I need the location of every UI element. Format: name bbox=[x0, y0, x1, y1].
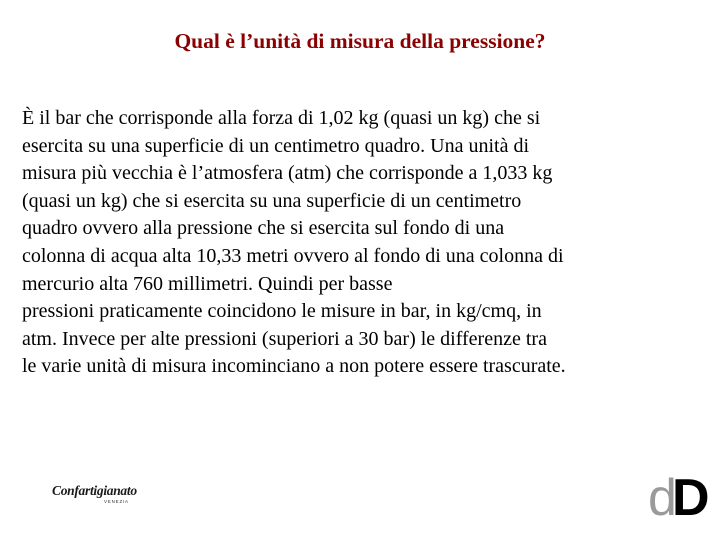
body-line: le varie unità di misura incominciano a non potere essere trascurate. bbox=[22, 355, 566, 378]
body-line: quadro ovvero alla pressione che si esercita sul fondo di una bbox=[22, 217, 505, 240]
body-line: È il bar che corrisponde alla forza di 1,02 kg (quasi un kg) che si bbox=[22, 107, 541, 129]
body-line: atm. Invece per alte pressioni (superiori a 30 bar) le differenze tra bbox=[22, 327, 547, 350]
confartigianato-logo bbox=[52, 483, 142, 507]
body-line: misura più vecchia è l’atmosfera (atm) che corrisponde a 1,033 kg bbox=[22, 162, 553, 185]
confartigianato-logo-name: Confartigianato bbox=[52, 483, 137, 498]
body-line: (quasi un kg) che si esercita su una superficie di un centimetro bbox=[22, 189, 522, 212]
body-line: mercurio alta 760 millimetri. Quindi per basse bbox=[22, 272, 393, 295]
body-line: colonna di acqua alta 10,33 metri ovvero al fondo di una colonna di bbox=[22, 244, 564, 267]
slide-body bbox=[22, 105, 690, 381]
body-line: pressioni praticamente coincidono le misure in bar, in kg/cmq, in bbox=[22, 300, 542, 323]
dd-logo bbox=[648, 469, 710, 527]
confartigianato-logo-sub: VENEZIA bbox=[104, 499, 129, 504]
dd-logo-big-letter: D bbox=[672, 469, 710, 527]
dd-logo-small-letter: d bbox=[648, 469, 677, 527]
slide-title: Qual è l’unità di misura della pressione? bbox=[174, 29, 546, 53]
body-line: esercita su una superficie di un centimetro quadro. Una unità di bbox=[22, 134, 530, 157]
